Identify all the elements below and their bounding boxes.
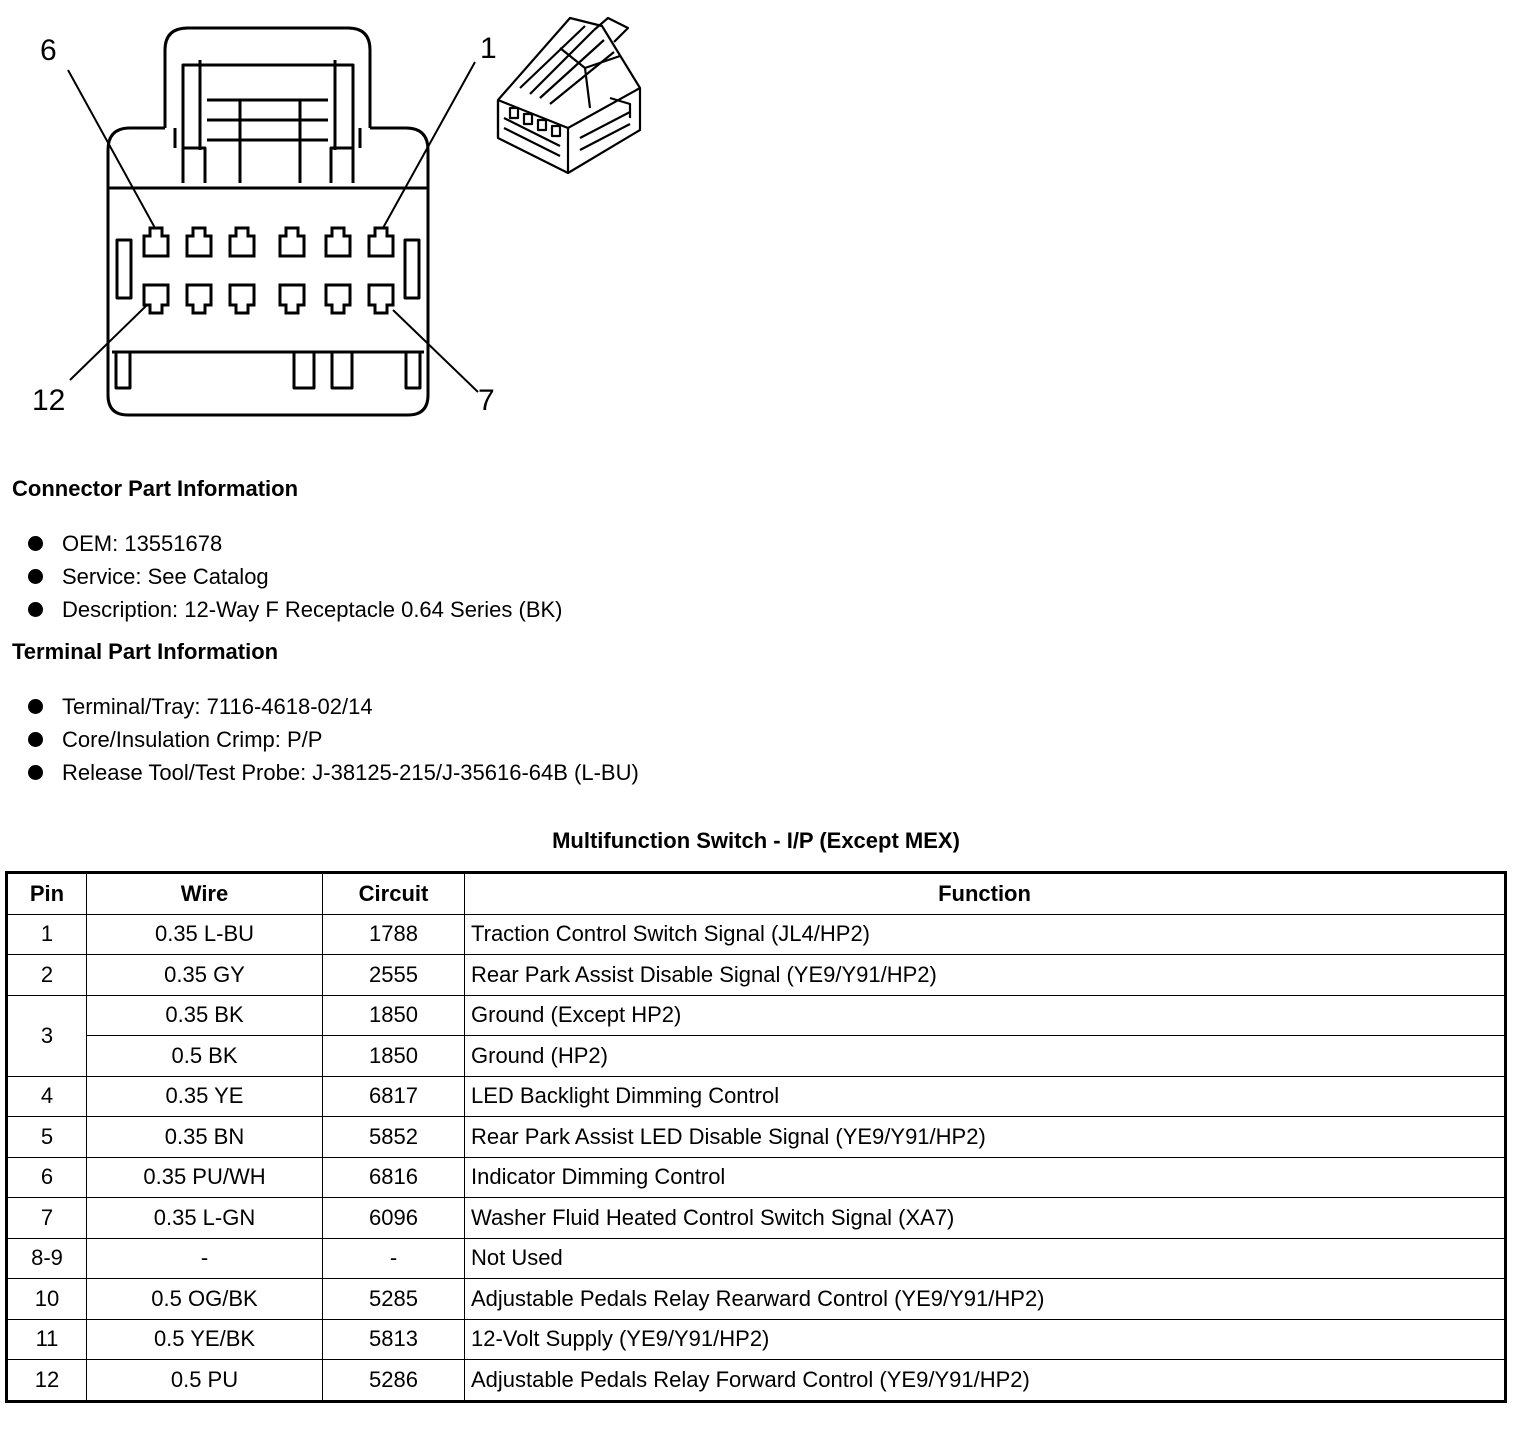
table-row [7, 1036, 1506, 1077]
cell-wire: 0.35 GY [87, 955, 323, 996]
cell-function: 12-Volt Supply (YE9/Y91/HP2) [465, 1319, 1506, 1360]
header-function: Function [465, 873, 1506, 915]
cell-circuit: 5285 [323, 1279, 465, 1320]
terminal-cavity [326, 228, 350, 256]
terminal-cavity [280, 285, 304, 313]
cell-pin: 5 [7, 1117, 87, 1158]
cell-pin: 11 [7, 1319, 87, 1360]
cell-function: Not Used [465, 1238, 1506, 1279]
terminal-cavity [230, 228, 254, 256]
terminal-cavity [230, 285, 254, 313]
terminal-info-heading: Terminal Part Information [12, 639, 279, 664]
cell-function: Adjustable Pedals Relay Forward Control (YE9/Y91/HP2) [465, 1360, 1506, 1402]
bullet-icon [28, 699, 43, 714]
list-item: Release Tool/Test Probe: J-38125-215/J-35616-64B (L-BU) [28, 756, 639, 789]
header-wire: Wire [87, 873, 323, 915]
pin-label-12: 12 [32, 384, 66, 417]
pin-label-7: 7 [478, 384, 495, 417]
cell-wire: 0.5 PU [87, 1360, 323, 1402]
list-item: OEM: 13551678 [28, 527, 563, 560]
cell-function: LED Backlight Dimming Control [465, 1076, 1506, 1117]
terminal-cavity [369, 228, 393, 256]
cell-circuit: 6816 [323, 1157, 465, 1198]
cell-circuit: 2555 [323, 955, 465, 996]
terminal-cavity [144, 285, 168, 313]
cell-wire: 0.35 L-GN [87, 1198, 323, 1239]
list-item: Description: 12-Way F Receptacle 0.64 Series (BK) [28, 593, 563, 626]
cell-pin: 8-9 [7, 1238, 87, 1279]
terminal-cavity [187, 285, 211, 313]
cell-circuit: 1788 [323, 914, 465, 955]
terminal-cavity [187, 228, 211, 256]
connector-info-heading: Connector Part Information [12, 476, 299, 501]
cell-wire: 0.5 BK [87, 1036, 323, 1077]
table-row [7, 1157, 1506, 1198]
connector-info-list [28, 527, 563, 626]
cell-circuit: - [323, 1238, 465, 1279]
bullet-icon [28, 732, 43, 747]
cell-pin: 6 [7, 1157, 87, 1198]
cell-pin: 12 [7, 1360, 87, 1402]
list-item: Core/Insulation Crimp: P/P [28, 723, 639, 756]
cell-function: Rear Park Assist Disable Signal (YE9/Y91/HP2) [465, 955, 1506, 996]
table-header-row [7, 873, 1506, 915]
cell-circuit: 1850 [323, 1036, 465, 1077]
bullet-icon [28, 569, 43, 584]
cell-function: Rear Park Assist LED Disable Signal (YE9/Y91/HP2) [465, 1117, 1506, 1158]
cell-circuit: 5852 [323, 1117, 465, 1158]
cell-wire: 0.35 YE [87, 1076, 323, 1117]
list-item: Service: See Catalog [28, 560, 563, 593]
pinout-table [5, 871, 1507, 1403]
terminal-cavity [326, 285, 350, 313]
table-row [7, 1319, 1506, 1360]
header-circuit: Circuit [323, 873, 465, 915]
cell-pin: 2 [7, 955, 87, 996]
cell-function: Adjustable Pedals Relay Rearward Control (YE9/Y91/HP2) [465, 1279, 1506, 1320]
terminal-info-list [28, 690, 639, 789]
cell-function: Traction Control Switch Signal (JL4/HP2) [465, 914, 1506, 955]
pin-label-1: 1 [480, 32, 497, 65]
cell-pin: 4 [7, 1076, 87, 1117]
connector-face-diagram [0, 0, 520, 430]
table-row [7, 1360, 1506, 1402]
table-row [7, 1279, 1506, 1320]
table-row [7, 1238, 1506, 1279]
cell-circuit: 6096 [323, 1198, 465, 1239]
table-row [7, 1076, 1506, 1117]
terminal-cavities [144, 228, 393, 313]
table-row [7, 1117, 1506, 1158]
table-row [7, 914, 1506, 955]
cell-pin: 1 [7, 914, 87, 955]
cell-circuit: 1850 [323, 995, 465, 1036]
table-row [7, 955, 1506, 996]
cell-wire: 0.35 L-BU [87, 914, 323, 955]
bullet-icon [28, 536, 43, 551]
leader-pin-6 [68, 70, 155, 228]
cell-wire: 0.35 BN [87, 1117, 323, 1158]
cell-wire: 0.5 YE/BK [87, 1319, 323, 1360]
cell-function: Ground (HP2) [465, 1036, 1506, 1077]
terminal-cavity [369, 285, 393, 313]
bullet-icon [28, 765, 43, 780]
terminal-cavity [280, 228, 304, 256]
pin-label-6: 6 [40, 34, 57, 67]
cell-function: Ground (Except HP2) [465, 995, 1506, 1036]
cell-pin: 7 [7, 1198, 87, 1239]
cell-circuit: 5813 [323, 1319, 465, 1360]
cell-wire: 0.5 OG/BK [87, 1279, 323, 1320]
cell-function: Indicator Dimming Control [465, 1157, 1506, 1198]
terminal-cavity [144, 228, 168, 256]
header-pin: Pin [7, 873, 87, 915]
cell-wire: - [87, 1238, 323, 1279]
table-row [7, 1198, 1506, 1239]
cell-function: Washer Fluid Heated Control Switch Signal (XA7) [465, 1198, 1506, 1239]
cell-pin: 3 [7, 995, 87, 1076]
connector-isometric-illustration [490, 8, 650, 183]
table-title: Multifunction Switch - I/P (Except MEX) [552, 828, 960, 853]
table-row [7, 995, 1506, 1036]
bullet-icon [28, 602, 43, 617]
list-item: Terminal/Tray: 7116-4618-02/14 [28, 690, 639, 723]
cell-wire: 0.35 PU/WH [87, 1157, 323, 1198]
cell-circuit: 6817 [323, 1076, 465, 1117]
cell-circuit: 5286 [323, 1360, 465, 1402]
cell-wire: 0.35 BK [87, 995, 323, 1036]
cell-pin: 10 [7, 1279, 87, 1320]
